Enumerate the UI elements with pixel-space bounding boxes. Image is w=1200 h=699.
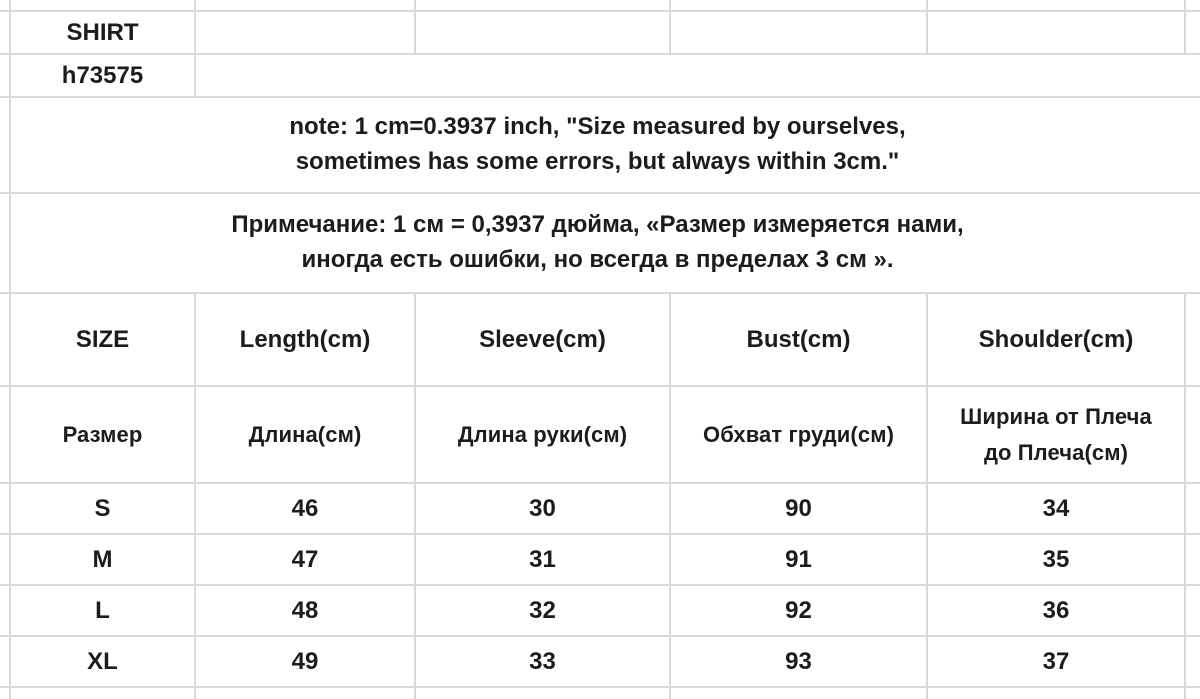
cell-value: 92 xyxy=(785,596,812,624)
header-sleeve-en xyxy=(416,294,669,385)
cell-value: 37 xyxy=(1042,647,1070,675)
cell-value: L xyxy=(95,596,110,624)
header-label: Размер xyxy=(62,421,143,447)
cell-value: 48 xyxy=(291,596,319,624)
cell-value: S xyxy=(94,494,111,522)
cell-value: 90 xyxy=(785,494,812,522)
table-cell-sleeve xyxy=(416,535,669,584)
gridline xyxy=(1184,0,1186,54)
header-label: Shoulder(cm) xyxy=(978,325,1134,353)
cell-value: M xyxy=(92,545,113,573)
header-size-en xyxy=(11,294,194,385)
table-cell-bust xyxy=(671,484,926,533)
cell-value: 36 xyxy=(1042,596,1070,624)
cell-value: 34 xyxy=(1042,494,1070,522)
cell-value: 49 xyxy=(291,647,319,675)
table-cell-shoulder xyxy=(928,637,1184,686)
header-label: Длина(см) xyxy=(248,421,362,447)
gridline xyxy=(669,0,671,54)
table-cell-shoulder xyxy=(928,484,1184,533)
english-note-line1: note: 1 cm=0.3937 inch, "Size measured by ourselves, xyxy=(289,113,906,141)
table-cell-sleeve xyxy=(416,586,669,635)
gridline xyxy=(194,0,196,97)
header-length-en xyxy=(196,294,414,385)
table-cell-bust xyxy=(671,637,926,686)
header-label: SIZE xyxy=(75,325,130,353)
cell-value: 46 xyxy=(291,494,319,522)
header-size-ru xyxy=(11,387,194,482)
product-type-cell xyxy=(11,12,194,53)
table-cell-sleeve xyxy=(416,637,669,686)
gridline xyxy=(926,0,928,54)
table-cell-size xyxy=(11,586,194,635)
header-bust-en xyxy=(671,294,926,385)
cell-value: 32 xyxy=(529,596,556,624)
cell-value: 31 xyxy=(529,545,556,573)
header-label: Обхват груди(см) xyxy=(703,421,894,447)
header-label: Sleeve(cm) xyxy=(479,325,606,353)
cell-value: 93 xyxy=(785,647,812,675)
gridline xyxy=(1184,293,1186,699)
cell-value: 35 xyxy=(1042,545,1070,573)
header-length-ru xyxy=(196,387,414,482)
english-note-line2: sometimes has some errors, but always within 3cm." xyxy=(295,148,900,175)
table-cell-size xyxy=(11,535,194,584)
russian-note xyxy=(11,194,1184,292)
header-shoulder-ru xyxy=(928,387,1184,482)
gridline xyxy=(414,0,416,54)
header-label-line1: Ширина от Плеча xyxy=(960,404,1152,430)
table-cell-bust xyxy=(671,535,926,584)
header-label: Length(cm) xyxy=(239,325,371,353)
table-cell-length xyxy=(196,586,414,635)
header-label-line2: до Плеча(см) xyxy=(983,439,1129,465)
header-sleeve-ru xyxy=(416,387,669,482)
product-code-label: h73575 xyxy=(61,61,144,89)
russian-note-line2: иногда есть ошибки, но всегда в пределах 3 см ». xyxy=(301,246,894,273)
table-cell-length xyxy=(196,484,414,533)
header-label: Длина руки(см) xyxy=(457,421,628,447)
table-cell-sleeve xyxy=(416,484,669,533)
table-cell-shoulder xyxy=(928,586,1184,635)
table-cell-size xyxy=(11,637,194,686)
table-cell-bust xyxy=(671,586,926,635)
russian-note-line1: Примечание: 1 см = 0,3937 дюйма, «Размер измеряется нами, xyxy=(231,211,964,239)
product-type-label: SHIRT xyxy=(66,18,139,46)
cell-value: 30 xyxy=(529,494,556,522)
table-cell-shoulder xyxy=(928,535,1184,584)
english-note xyxy=(11,98,1184,192)
header-shoulder-en xyxy=(928,294,1184,385)
table-cell-size xyxy=(11,484,194,533)
header-bust-ru xyxy=(671,387,926,482)
header-label: Bust(cm) xyxy=(746,325,851,353)
gridline xyxy=(0,686,1200,688)
product-code-cell xyxy=(11,55,194,96)
cell-value: 91 xyxy=(785,545,812,573)
cell-value: XL xyxy=(87,647,118,675)
table-cell-length xyxy=(196,637,414,686)
cell-value: 33 xyxy=(529,647,556,675)
table-cell-length xyxy=(196,535,414,584)
cell-value: 47 xyxy=(291,545,319,573)
